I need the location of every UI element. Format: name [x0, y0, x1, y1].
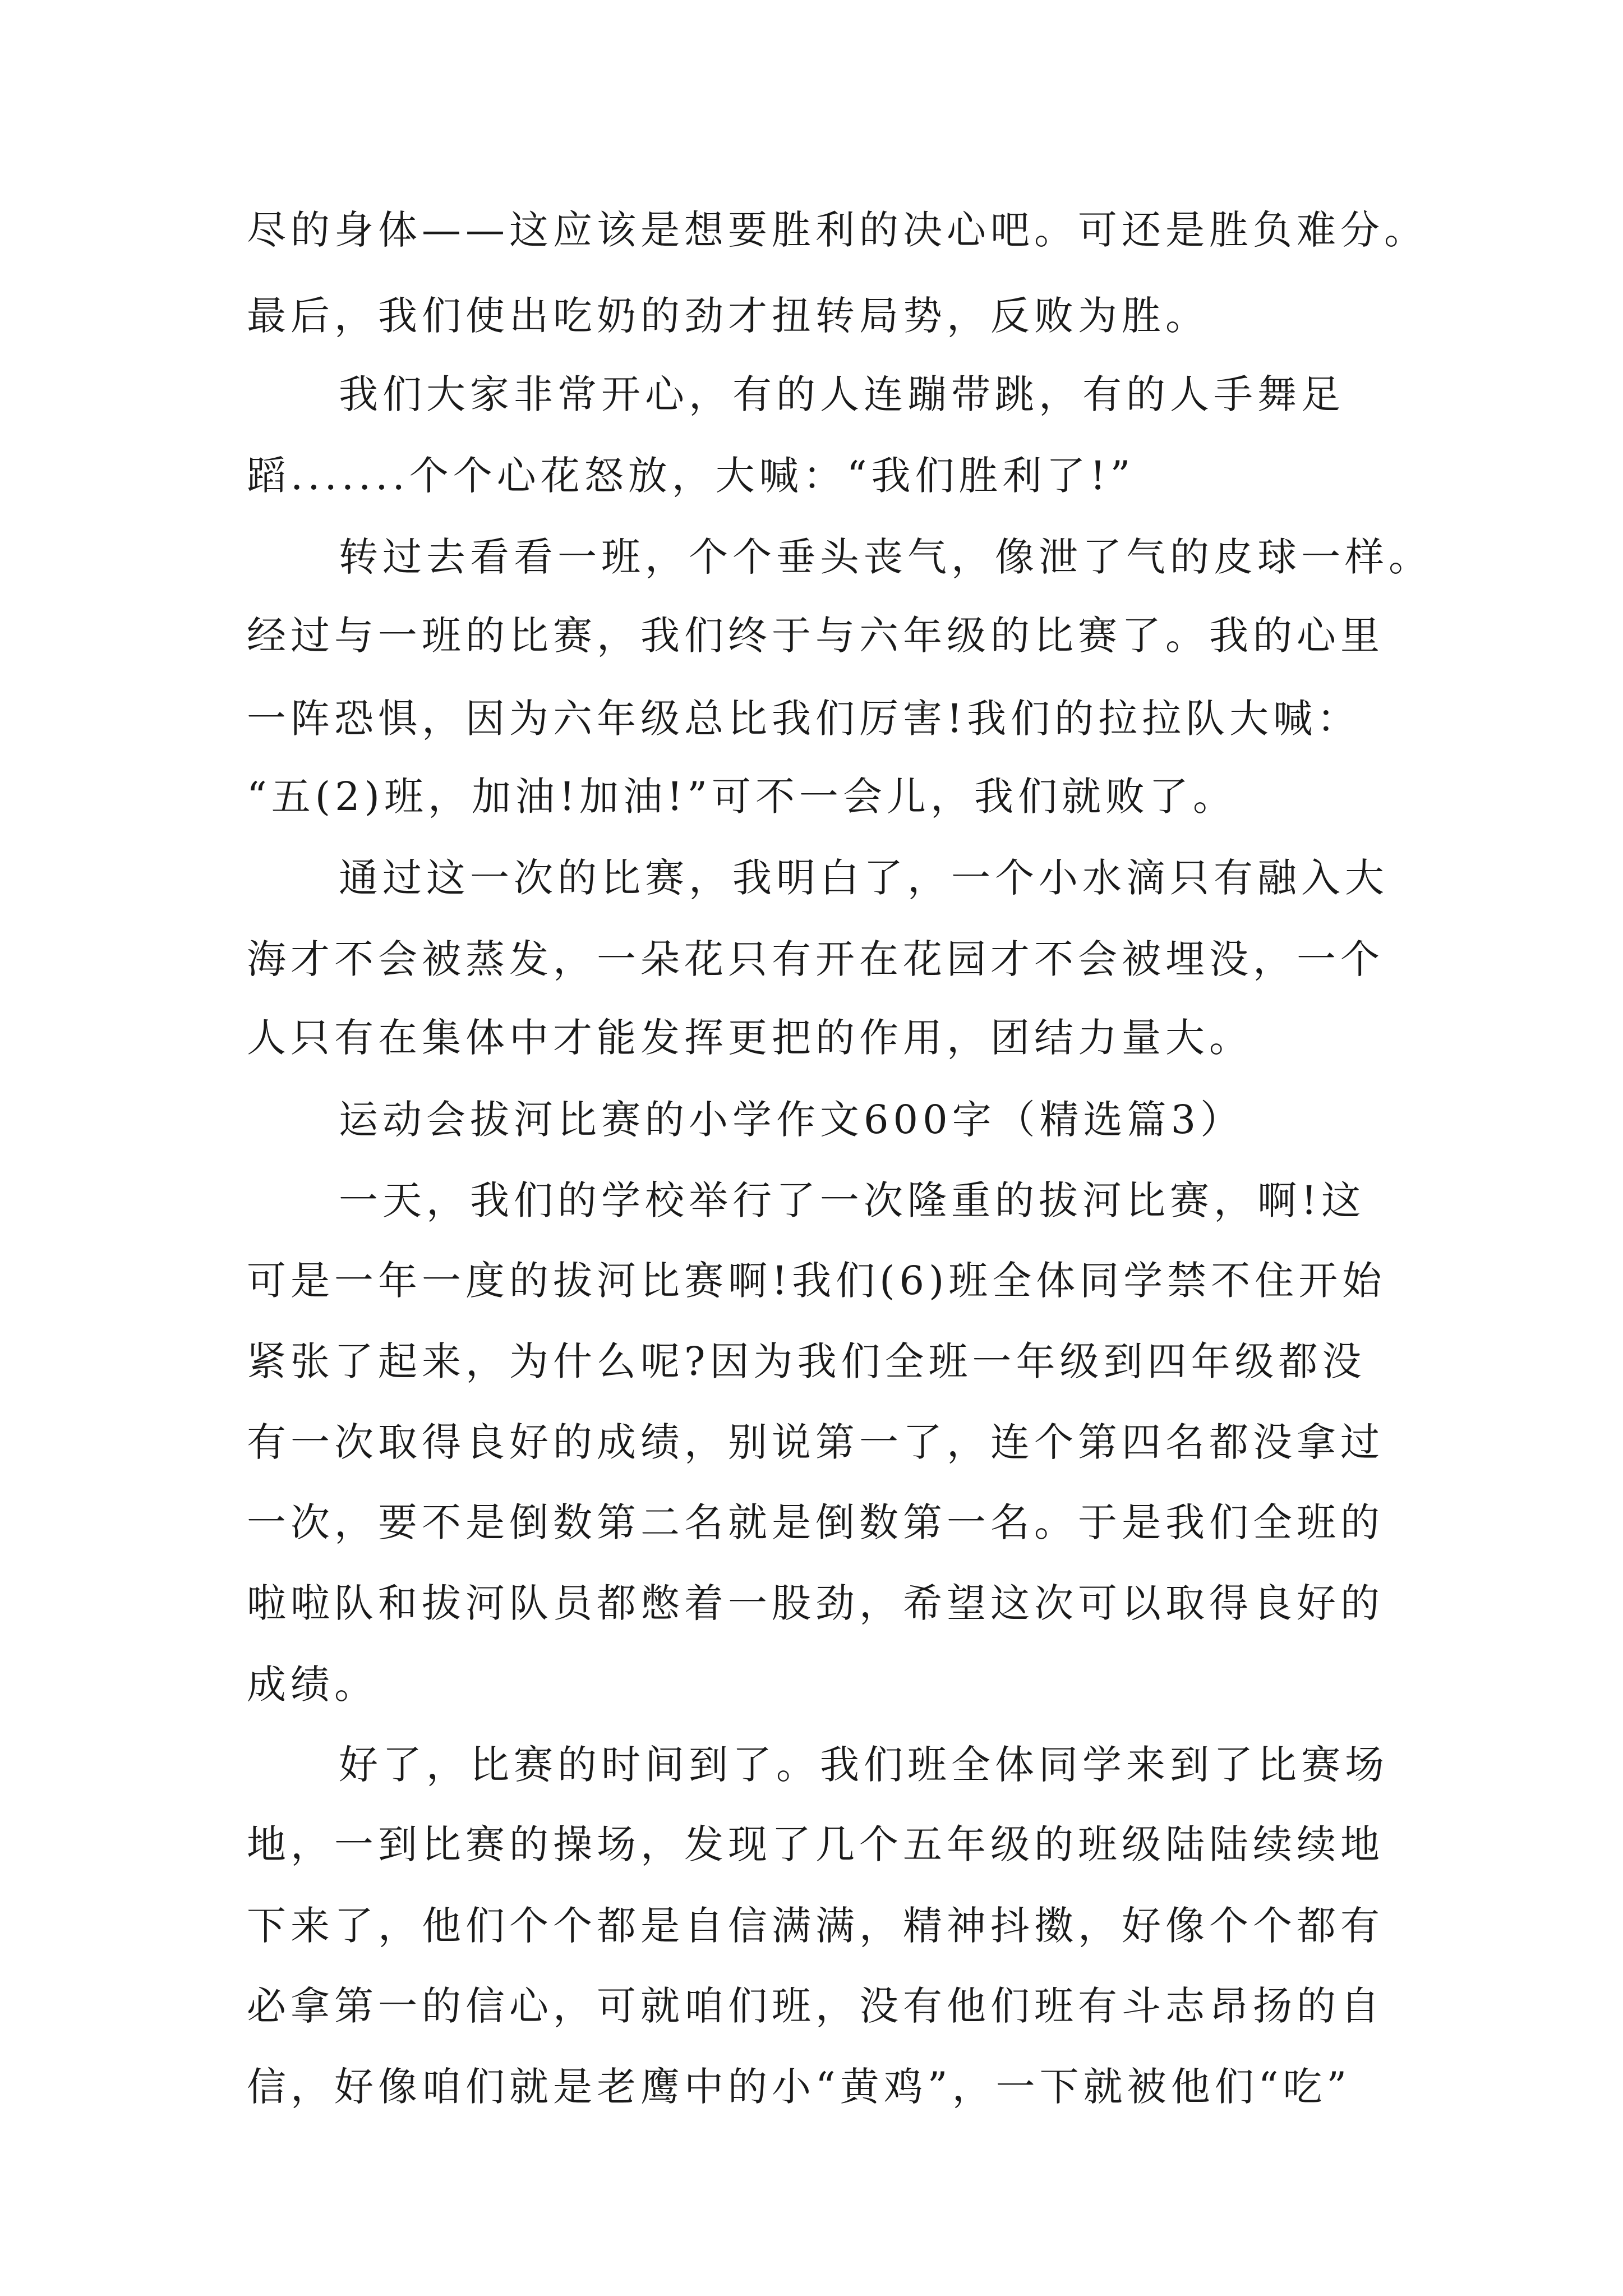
text-line: 经过与一班的比赛，我们终于与六年级的比赛了。我的心里	[247, 613, 1384, 659]
text-line: 啦啦队和拔河队员都憋着一股劲，希望这次可以取得良好的	[247, 1580, 1384, 1626]
text-line: 可是一年一度的拔河比赛啊!我们(6)班全体同学禁不住开始	[247, 1258, 1386, 1304]
text-line: 紧张了起来，为什么呢?因为我们全班一年级到四年级都没	[247, 1338, 1366, 1384]
text-line: 蹈.......个个心花怒放，大喊：“我们胜利了!”	[247, 453, 1135, 499]
paragraph-start-line: 我们大家非常开心，有的人连蹦带跳，有的人手舞足	[339, 371, 1345, 417]
text-line: 下来了，他们个个都是自信满满，精神抖擞，好像个个都有	[247, 1903, 1384, 1949]
paragraph-start-line: 转过去看看一班，个个垂头丧气，像泄了气的皮球一样。	[339, 534, 1432, 580]
text-line: “五(2)班，加油!加油!”可不一会儿，我们就败了。	[247, 774, 1237, 820]
text-line: 成绩。	[247, 1662, 378, 1708]
text-line: 地，一到比赛的操场，发现了几个五年级的班级陆陆续续地	[247, 1821, 1384, 1867]
paragraph-start-line: 通过这一次的比赛，我明白了，一个小水滴只有融入大	[339, 855, 1389, 901]
section-heading: 运动会拔河比赛的小学作文600字（精选篇3）	[339, 1097, 1244, 1143]
text-line: 最后，我们使出吃奶的劲才扭转局势，反败为胜。	[247, 293, 1209, 339]
text-line: 人只有在集体中才能发挥更把的作用，团结力量大。	[247, 1015, 1253, 1061]
text-line: 信，好像咱们就是老鹰中的小“黄鸡”，一下就被他们“吃”	[247, 2064, 1352, 2110]
text-line: 有一次取得良好的成绩，别说第一了，连个第四名都没拿过	[247, 1419, 1384, 1465]
text-line: 海才不会被蒸发，一朵花只有开在花园才不会被埋没，一个	[247, 936, 1384, 982]
text-line: 一次，要不是倒数第二名就是倒数第一名。于是我们全班的	[247, 1499, 1384, 1545]
text-line: 一阵恐惧，因为六年级总比我们厉害!我们的拉拉队大喊：	[247, 696, 1361, 742]
paragraph-start-line: 好了，比赛的时间到了。我们班全体同学来到了比赛场	[339, 1742, 1389, 1788]
text-line: 尽的身体——这应该是想要胜利的决心吧。可还是胜负难分。	[247, 207, 1428, 253]
text-line: 必拿第一的信心，可就咱们班，没有他们班有斗志昂扬的自	[247, 1983, 1384, 2029]
paragraph-start-line: 一天，我们的学校举行了一次隆重的拔河比赛，啊!这	[339, 1177, 1366, 1223]
